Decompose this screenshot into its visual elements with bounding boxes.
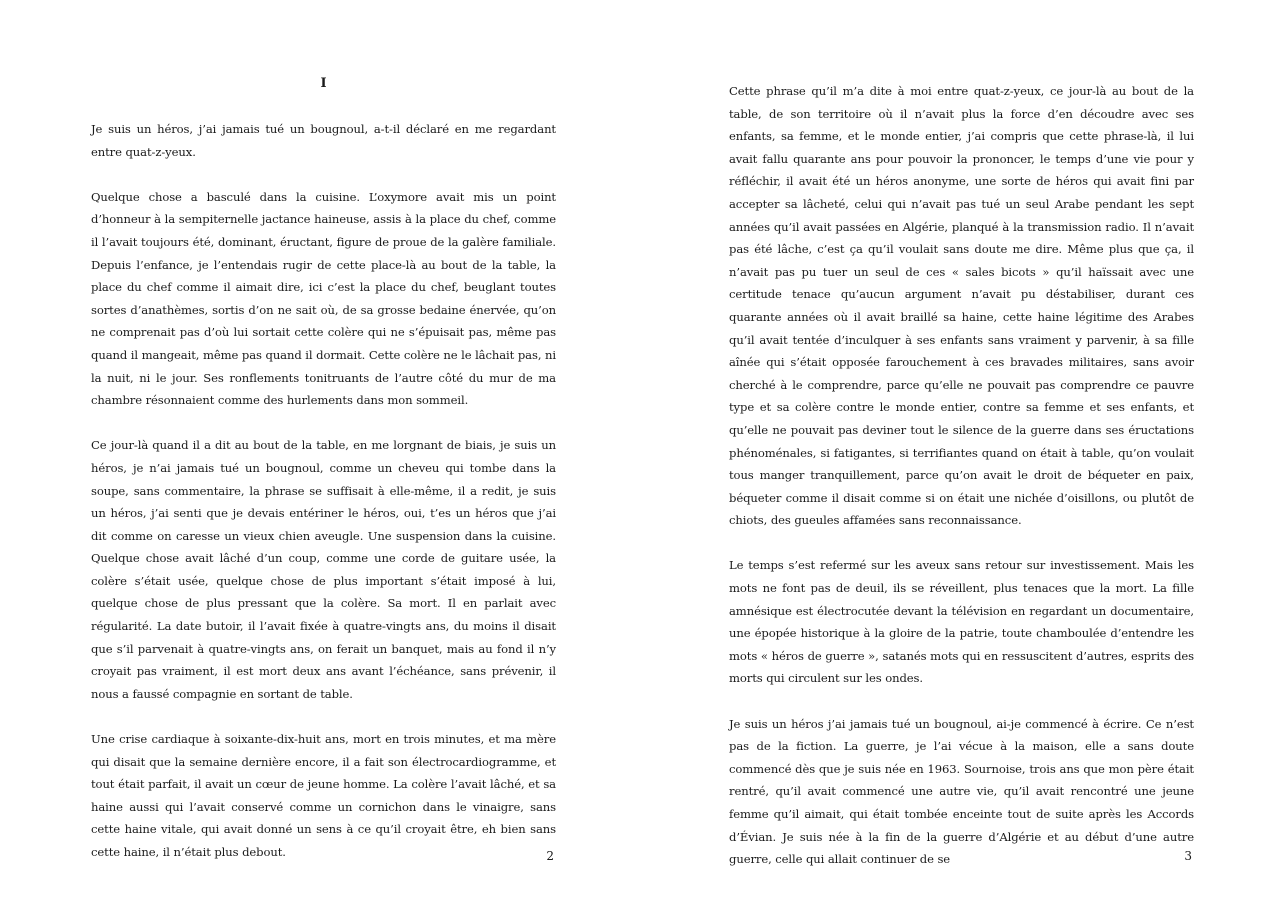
paragraph: Ce jour-là quand il a dit au bout de la table, en me lorgnant de biais, je suis un héros, je n’ai jamais tué un bougnoul, comme un cheveu qui tombe dans la soupe, sans commentaire, la phrase se suffisait à elle-même, il a redit, je suis un héros, j’ai senti que je devais entériner le héros, oui, t’es un héros que j’ai dit comme on caresse un vieux chien aveugle. Une suspension dans la cuisine. Quelque chose avait lâché d’un coup, comme une corde de guitare usée, la colère s’était usée, quelque chose de plus important s’était imposé à lui, quelque chose de plus pressant que la colère. Sa mort. Il en parlait avec régularité. La date butoir, il l’avait fixée à quatre-vingts ans, du moins il disait que s’il parvenait à quatre-vingts ans, on ferait un banquet, mais au fond il n’y croyait pas vraiment, il est mort deux ans avant l’échéance, sans prévenir, il nous a faussé compagnie en sortant de table.: [91, 438, 556, 701]
page-number: 3: [1184, 849, 1192, 863]
paragraph: Une crise cardiaque à soixante-dix-huit ans, mort en trois minutes, et ma mère qui disait que la semaine dernière encore, il a fait son électrocardiogramme, et tout était parfait, il avait un cœur de jeune homme. La colère l’avait lâché, et sa haine aussi qui l’avait conservé comme un cornichon dans le vinaigre, sans cette haine vitale, qui avait donné un sens à ce qu’il croyait être, eh bien sans cette haine, il n’était plus debout.: [91, 732, 556, 859]
right-page: [729, 0, 1194, 903]
paragraph: Je suis un héros, j’ai jamais tué un bougnoul, a-t-il déclaré en me regardant entre quat-z-yeux.: [91, 122, 556, 159]
chapter-heading: I: [320, 76, 327, 91]
page-number: 2: [546, 849, 554, 863]
paragraph: Cette phrase qu’il m’a dite à moi entre quat-z-yeux, ce jour-là au bout de la table, de son territoire où il n’avait plus la force d’en découdre avec ses enfants, sa femme, et le monde entier, j’ai compris que cette phrase-là, il lui avait fallu quarante ans pour pouvoir la prononcer, le temps d’une vie pour y réfléchir, il avait été un héros anonyme, une sorte de héros qui avait fini par accepter sa lâcheté, celui qui n’avait pas tué un seul Arabe pendant les sept années qu’il avait passées en Algérie, planqué à la transmission radio. Il n’avait pas été lâche, c’est ça qu’il voulait sans doute me dire. Même plus que ça, il n’avait pas pu tuer un seul de ces « sales bicots » qu’il haïssait avec une certitude tenace qu’aucun argument n’avait pu déstabiliser, durant ces quarante années où il avait braillé sa haine, cette haine légitime des Arabes qu’il avait tentée d’inculquer à ses enfants sans vraiment y parvenir, à sa fille aînée qui s’était opposée farouchement à ces bravades militaires, sans avoir cherché à le comprendre, parce qu’elle ne pouvait pas comprendre ce pauvre type et sa colère contre le monde entier, contre sa femme et ses enfants, et qu’elle ne pouvait pas deviner tout le silence de la guerre dans ses éructations phénoménales, si fatigantes, si terrifiantes quand on était à table, qu’on voulait tous manger tranquillement, parce qu’on avait le droit de béqueter en paix, béqueter comme il disait comme si on était une nichée d’oisillons, ou plutôt de chiots, des gueules affamées sans reconnaissance.: [729, 84, 1194, 528]
paragraph: Je suis un héros j’ai jamais tué un bougnoul, ai-je commencé à écrire. Ce n’est pas de la fiction. La guerre, je l’ai vécue à la maison, elle a sans doute commencé dès que je suis née en 1963. Sournoise, trois ans que mon père était rentré, qu’il avait commencé une autre vie, qu’il avait rencontré une jeune femme qu’il aimait, qui était tombée enceinte tout de suite après les Accords d’Évian. Je suis née à la fin de la guerre d’Algérie et au début d’une autre guerre, celle qui allait continuer de se: [729, 716, 1194, 867]
left-page-body: [91, 118, 556, 886]
left-page: [91, 0, 556, 903]
paragraph: Le temps s’est refermé sur les aveux sans retour sur investissement. Mais les mots ne font pas de deuil, ils se réveillent, plus tenaces que la mort. La fille amnésique est électrocutée devant la télévision en regardant un documentaire, une épopée historique à la gloire de la patrie, toute chamboulée d’entendre les mots « héros de guerre », satanés mots qui en ressuscitent d’autres, esprits des morts qui circulent sur les ondes.: [729, 558, 1194, 686]
paragraph: Quelque chose a basculé dans la cuisine. L’oxymore avait mis un point d’honneur à la sempiternelle jactance haineuse, assis à la place du chef, comme il l’avait toujours été, dominant, éructant, figure de proue de la galère familiale. Depuis l’enfance, je l’entendais rugir de cette place-là au bout de la table, la place du chef comme il aimait dire, ici c’est la place du chef, beuglant toutes sortes d’anathèmes, sortis d’on ne sait où, de sa grosse bedaine énervée, qu’on ne comprenait pas d’où lui sortait cette colère qui ne s’épuisait pas, même pas quand il mangeait, même pas quand il dormait. Cette colère ne le lâchait pas, ni la nuit, ni le jour. Ses ronflements tonitruants de l’autre côté du mur de ma chambre résonnaient comme des hurlements dans mon sommeil.: [91, 189, 556, 408]
right-page-body: [729, 80, 1194, 893]
